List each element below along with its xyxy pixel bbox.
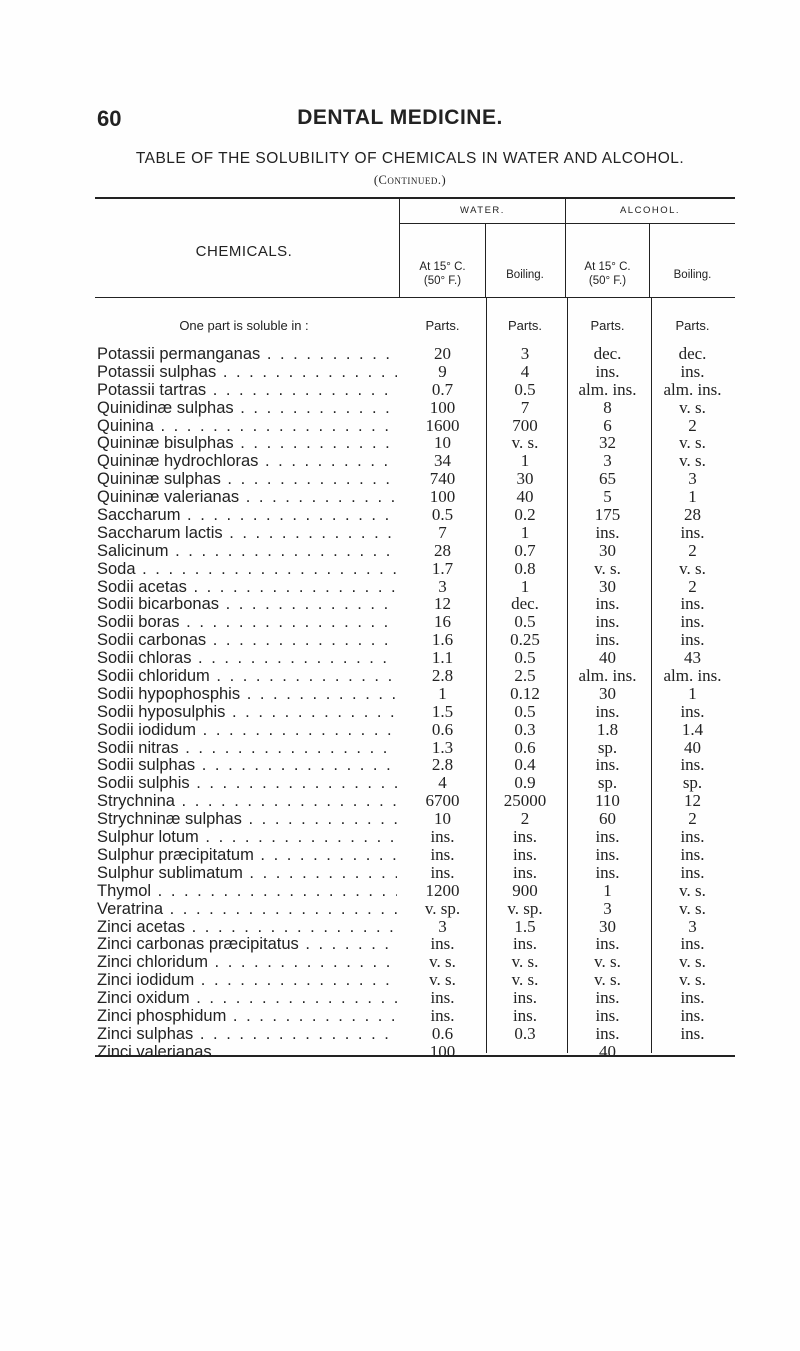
alcohol-cold-cell: 32 (599, 433, 616, 453)
alcohol-boiling-cell: 28 (684, 505, 701, 525)
water-boiling-cell: 0.5 (514, 379, 536, 399)
table-row (0, 506, 800, 524)
water-boiling-cell: ins. (512, 862, 538, 882)
water-boiling-cell: ins. (512, 844, 538, 864)
water-cold-cell: 1.1 (431, 648, 454, 668)
water-cold-cell: 1.5 (431, 701, 454, 721)
water-header: WATER. (460, 205, 505, 216)
water-cold-cell: 1 (438, 683, 447, 703)
water-cold-cell: 1600 (425, 415, 460, 435)
page-number: 60 (97, 106, 122, 131)
water-boiling-cell: v. sp. (507, 898, 543, 918)
table-row (0, 882, 800, 900)
alcohol-boiling-cell: ... (686, 1041, 699, 1061)
water-boiling-cell: 0.2 (514, 505, 536, 525)
chemical-name: Potassii sulphas . . . (97, 363, 397, 381)
water-cold-cell: ins. (430, 862, 455, 882)
alcohol-boiling-cell: v. s. (679, 880, 706, 900)
alcohol-boiling-cell: v. s. (679, 558, 706, 578)
chemical-name: Zinci iodidum . . . (97, 971, 397, 989)
alcohol-boiling-cell: ins. (680, 827, 705, 847)
chemicals-header: CHEMICALS. (195, 243, 293, 260)
alcohol-boiling-cell: v. s. (679, 898, 706, 918)
alcohol-cold-cell: ins. (595, 844, 620, 864)
water-boiling-cell: 1.5 (514, 916, 536, 936)
water-boiling-cell: 0.8 (514, 558, 536, 578)
table-subtitle: (Continued.) (373, 173, 447, 187)
chemical-name: Salicinum . . . (97, 542, 397, 560)
water-boiling-cell: 0.5 (514, 701, 536, 721)
table-row (0, 345, 800, 363)
alcohol-cold-cell: 1.8 (596, 719, 619, 739)
alcohol-cold-cell: ins. (595, 1005, 620, 1025)
water-boiling-cell: ins. (512, 988, 538, 1008)
alcohol-cold-cell: sp. (597, 773, 618, 793)
table-row (0, 685, 800, 703)
alcohol-boiling-cell: ins. (680, 361, 705, 381)
water-cold-cell: 10 (434, 433, 451, 453)
water-cold-cell: 6700 (425, 791, 460, 811)
chemical-name: Potassii tartras . . . (97, 381, 397, 399)
unit-cell: Parts. (675, 318, 710, 333)
table-row (0, 595, 800, 613)
table-row (0, 703, 800, 721)
water-cold-cell: 16 (434, 612, 451, 632)
water-cold-cell: 1.3 (431, 737, 454, 757)
alcohol-boiling-cell: ins. (680, 1005, 705, 1025)
table-row (0, 667, 800, 685)
water-cold-cell: 28 (434, 540, 451, 560)
water-boiling-cell: ins. (512, 1005, 538, 1025)
table-row (0, 452, 800, 470)
alcohol-boiling-cell: v. s. (679, 397, 706, 417)
water-boiling-cell: ins. (512, 934, 538, 954)
water-cold-cell: ins. (430, 827, 455, 847)
alcohol-cold-cell: 8 (603, 397, 612, 417)
table-row (0, 971, 800, 989)
alcohol-cold-cell: v. s. (594, 952, 621, 972)
table-row (0, 578, 800, 596)
alcohol-cold-cell: 30 (599, 916, 616, 936)
alcohol-boiling-cell: sp. (682, 773, 703, 793)
alcohol-cold-cell: 6 (603, 415, 612, 435)
water-boiling-cell: 0.3 (514, 1023, 536, 1043)
alcohol-boiling-cell: 12 (684, 791, 701, 811)
table-row (0, 846, 800, 864)
water-boiling-cell: 2.5 (514, 666, 536, 686)
water-boiling-cell: ins. (512, 827, 538, 847)
alcohol-boiling-cell: alm. ins. (663, 379, 722, 399)
water-cold-cell: 7 (438, 522, 447, 542)
chemical-name: Zinci oxidum . . . (97, 989, 397, 1007)
chemical-name: Sodii boras . . . (97, 613, 397, 631)
water-cold-cell: ins. (430, 934, 455, 954)
unit-cell: Parts. (590, 318, 625, 333)
alcohol-cold-cell: 40 (599, 648, 616, 668)
chemical-name: Zinci valerianas . . . (97, 1043, 397, 1061)
table-body (0, 345, 800, 1061)
alcohol-cold-cell: sp. (597, 737, 618, 757)
water-boiling-cell: 30 (516, 469, 534, 489)
alcohol-boiling-cell: ins. (680, 701, 705, 721)
water-cold-cell: 1.6 (431, 630, 454, 650)
alcohol-boiling-cell: 2 (688, 415, 697, 435)
water-cold-cell: v. sp. (424, 898, 461, 918)
alcohol-cold-cell: 65 (599, 469, 616, 489)
alcohol-cold-cell: alm. ins. (578, 379, 637, 399)
water-boiling-cell: 3 (520, 344, 530, 363)
chemical-name: Thymol . . . (97, 882, 397, 900)
chemical-name: Zinci chloridum . . . (97, 953, 397, 971)
chemical-name: Sodii sulphas . . . (97, 756, 397, 774)
chemical-name: Strychninæ sulphas . . . (97, 810, 397, 828)
water-boiling-cell: 25000 (503, 791, 547, 811)
water-boiling-header: Boiling. (506, 269, 544, 281)
water-boiling-cell: 700 (512, 415, 538, 435)
table-row (0, 918, 800, 936)
table-row (0, 363, 800, 381)
alcohol-boiling-cell: 2 (688, 809, 697, 829)
alcohol-boiling-cell: ins. (680, 594, 705, 614)
water-cold-cell: 3 (438, 916, 447, 936)
chemical-name: Sodii chloridum . . . (97, 667, 397, 685)
water-boiling-cell: v. s. (511, 970, 539, 990)
table-row (0, 721, 800, 739)
alcohol-cold-cell: 5 (603, 487, 612, 507)
chemical-name: Saccharum lactis . . . (97, 524, 397, 542)
chemical-name: Quinidinæ sulphas . . . (97, 399, 397, 417)
alcohol-boiling-cell: ins. (680, 522, 705, 542)
water-boiling-cell: v. s. (511, 433, 539, 453)
chemical-name: Sodii iodidum . . . (97, 721, 397, 739)
water-cold-cell: 1.7 (431, 558, 454, 578)
alcohol-boiling-header: Boiling. (673, 269, 712, 281)
alcohol-cold-cell: ins. (595, 612, 620, 632)
alcohol-group-rule (565, 223, 735, 224)
water-boiling-cell: dec. (511, 594, 539, 614)
water-cold-cell: 4 (438, 773, 447, 793)
chemical-name: Saccharum . . . (97, 506, 397, 524)
alcohol-boiling-cell: 3 (688, 469, 697, 489)
water-cold-cell: 100 (429, 487, 456, 507)
water-cold-cell: 0.6 (431, 719, 454, 739)
alcohol-cold-cell: 60 (599, 809, 616, 829)
water-cold-cell: 1200 (425, 880, 460, 900)
table-row (0, 739, 800, 757)
chemical-name: Zinci phosphidum . . . (97, 1007, 397, 1025)
alcohol-cold-cell: 175 (594, 505, 621, 525)
table-row (0, 488, 800, 506)
chemical-name: Soda . . . (97, 560, 397, 578)
column-divider (485, 224, 486, 298)
chemical-name: Sulphur lotum . . . (97, 828, 397, 846)
table-row (0, 1043, 800, 1061)
water-boiling-cell: 900 (512, 880, 538, 900)
water-boiling-cell: 0.5 (514, 648, 536, 668)
water-boiling-cell: 2 (520, 809, 530, 829)
table-row (0, 560, 800, 578)
alcohol-cold-cell: 110 (595, 791, 620, 811)
chemical-name: Sodii hypophosphis . . . (97, 685, 397, 703)
alcohol-boiling-cell: 1.4 (681, 719, 704, 739)
alcohol-cold-cell: 1 (603, 880, 612, 900)
alcohol-boiling-cell: v. s. (679, 451, 706, 471)
water-boiling-cell: 0.7 (514, 540, 536, 560)
water-boiling-cell: 0.4 (514, 755, 536, 775)
alcohol-cold-cell: ins. (595, 594, 620, 614)
water-boiling-cell: 7 (520, 397, 530, 417)
alcohol-cold-cell: 30 (599, 683, 616, 703)
water-group-rule (400, 223, 565, 224)
table-row (0, 381, 800, 399)
alcohol-cold-cell: 30 (599, 540, 616, 560)
water-cold-cell: 0.7 (431, 379, 454, 399)
chemical-name: Sulphur sublimatum . . . (97, 864, 397, 882)
chemical-name: Sodii sulphis . . . (97, 774, 397, 792)
water-boiling-cell: 4 (520, 361, 530, 381)
chemical-name: Quininæ sulphas . . . (97, 470, 397, 488)
alcohol-boiling-cell: v. s. (679, 970, 706, 990)
chemical-name: Sulphur præcipitatum . . . (97, 846, 397, 864)
chemical-name: Sodii carbonas . . . (97, 631, 397, 649)
water-boiling-cell: 0.9 (514, 773, 536, 793)
alcohol-boiling-cell: 2 (688, 540, 697, 560)
chemical-name: Sodii chloras . . . (97, 649, 397, 667)
alcohol-cold-cell: 40 (599, 1041, 616, 1061)
alcohol-cold-line-1: At 15° C. (584, 261, 631, 273)
alcohol-cold-cell: ins. (595, 988, 620, 1008)
alcohol-boiling-cell: ins. (680, 630, 705, 650)
alcohol-cold-line-2: (50° F.) (588, 275, 627, 287)
table-top-rule (95, 197, 735, 199)
table-row (0, 399, 800, 417)
alcohol-boiling-cell: 43 (684, 648, 701, 668)
alcohol-cold-cell: 3 (603, 451, 612, 471)
table-row (0, 756, 800, 774)
water-boiling-cell: 1 (520, 522, 530, 542)
chemical-name: Quininæ bisulphas . . . (97, 434, 397, 452)
header-bottom-rule (95, 297, 735, 298)
alcohol-cold-cell: 3 (603, 898, 612, 918)
alcohol-header: ALCOHOL. (619, 205, 681, 216)
water-cold-line-2: (50° F.) (423, 275, 462, 287)
chemical-name: Sodii hyposulphis . . . (97, 703, 397, 721)
alcohol-cold-cell: ins. (595, 934, 620, 954)
chemical-name: Quinina . . . (97, 417, 397, 435)
water-boiling-cell: 0.25 (510, 630, 540, 650)
water-cold-cell: 12 (434, 594, 451, 614)
water-cold-header (400, 260, 485, 288)
alcohol-boiling-cell: 1 (688, 487, 697, 507)
table-row (0, 900, 800, 918)
table-row (0, 1007, 800, 1025)
water-cold-cell: 3 (438, 576, 447, 596)
table-row (0, 434, 800, 452)
water-cold-cell: 0.5 (431, 505, 454, 525)
alcohol-cold-cell: ins. (595, 630, 620, 650)
water-cold-cell: 740 (429, 469, 456, 489)
alcohol-boiling-cell: ins. (680, 612, 705, 632)
alcohol-boiling-cell: ins. (680, 1023, 705, 1043)
water-boiling-cell: 0.5 (514, 612, 536, 632)
table-row (0, 989, 800, 1007)
table-row (0, 524, 800, 542)
table-row (0, 953, 800, 971)
water-cold-cell: 100 (429, 1041, 456, 1061)
alcohol-boiling-cell: ins. (680, 934, 705, 954)
alcohol-boiling-cell: v. s. (679, 433, 706, 453)
water-boiling-cell: v. s. (511, 952, 539, 972)
water-boiling-cell: 40 (516, 487, 534, 507)
alcohol-boiling-cell: ins. (680, 862, 705, 882)
alcohol-cold-cell: dec. (593, 344, 622, 363)
alcohol-boiling-cell: 1 (688, 683, 697, 703)
table-row (0, 470, 800, 488)
table-row (0, 631, 800, 649)
chemical-name: Sodii bicarbonas . . . (97, 595, 397, 613)
alcohol-boiling-cell: ins. (680, 755, 705, 775)
water-cold-cell: ins. (430, 1005, 455, 1025)
water-cold-cell: 100 (429, 397, 456, 417)
alcohol-boiling-cell: ins. (680, 988, 705, 1008)
alcohol-cold-cell: 30 (599, 576, 616, 596)
alcohol-cold-cell: ins. (595, 522, 620, 542)
alcohol-boiling-cell: 3 (688, 916, 697, 936)
unit-cell: Parts. (508, 318, 542, 333)
table-row (0, 417, 800, 435)
chemical-name: Zinci acetas . . . (97, 918, 397, 936)
water-cold-cell: v. s. (429, 952, 456, 972)
water-cold-cell: ins. (430, 988, 455, 1008)
chemical-name: Strychnina . . . (97, 792, 397, 810)
alcohol-cold-cell: ins. (595, 701, 620, 721)
table-row (0, 792, 800, 810)
water-boiling-cell: 0.6 (514, 737, 536, 757)
alcohol-cold-cell: ins. (595, 361, 620, 381)
water-cold-cell: 2.8 (431, 666, 454, 686)
alcohol-boiling-cell: dec. (678, 344, 707, 363)
water-cold-cell: 34 (434, 451, 451, 471)
alcohol-cold-cell: alm. ins. (578, 666, 637, 686)
alcohol-boiling-cell: alm. ins. (663, 666, 722, 686)
water-boiling-cell: ... (518, 1041, 532, 1061)
chemical-name: Veratrina . . . (97, 900, 397, 918)
alcohol-cold-cell: ins. (595, 755, 620, 775)
alcohol-boiling-cell: 40 (684, 737, 701, 757)
alcohol-boiling-cell: ins. (680, 844, 705, 864)
water-boiling-cell: 1 (520, 576, 530, 596)
chemical-name: Sodii nitras . . . (97, 739, 397, 757)
water-boiling-cell: 0.3 (514, 719, 536, 739)
table-row (0, 649, 800, 667)
table-row (0, 935, 800, 953)
running-head: DENTAL MEDICINE. (297, 106, 503, 129)
water-cold-cell: 20 (434, 344, 451, 363)
alcohol-cold-header (565, 260, 650, 288)
table-row (0, 1025, 800, 1043)
chemical-name: Sodii acetas . . . (97, 578, 397, 596)
water-cold-line-1: At 15° C. (419, 261, 466, 273)
chemical-name: Potassii permanganas . . . (97, 345, 397, 363)
water-cold-cell: 9 (438, 361, 447, 381)
table-row (0, 864, 800, 882)
alcohol-cold-cell: ins. (595, 862, 620, 882)
alcohol-cold-cell: v. s. (594, 970, 621, 990)
alcohol-cold-cell: v. s. (594, 558, 621, 578)
water-cold-cell: 0.6 (431, 1023, 454, 1043)
water-cold-cell: v. s. (429, 970, 456, 990)
unit-cell: Parts. (425, 318, 460, 333)
chemical-name: Zinci carbonas præcipitatus . . . (97, 935, 397, 953)
table-row (0, 810, 800, 828)
unit-label: One part is soluble in : (179, 318, 309, 333)
water-cold-cell: ins. (430, 844, 455, 864)
table-row (0, 828, 800, 846)
water-cold-cell: 10 (434, 809, 451, 829)
chemical-name: Quininæ valerianas . . . (97, 488, 397, 506)
water-boiling-cell: 1 (520, 451, 530, 471)
table-row (0, 613, 800, 631)
table-row (0, 542, 800, 560)
table-row (0, 774, 800, 792)
water-cold-cell: 2.8 (431, 755, 454, 775)
chemical-name: Quininæ hydrochloras . . . (97, 452, 397, 470)
alcohol-boiling-cell: v. s. (679, 952, 706, 972)
alcohol-boiling-cell: 2 (688, 576, 697, 596)
alcohol-cold-cell: ins. (595, 1023, 620, 1043)
table-title: TABLE OF THE SOLUBILITY OF CHEMICALS IN WATER AND ALCOHOL. (135, 150, 685, 167)
chemical-name: Zinci sulphas . . . (97, 1025, 397, 1043)
water-boiling-cell: 0.12 (510, 683, 540, 703)
alcohol-cold-cell: ins. (595, 827, 620, 847)
